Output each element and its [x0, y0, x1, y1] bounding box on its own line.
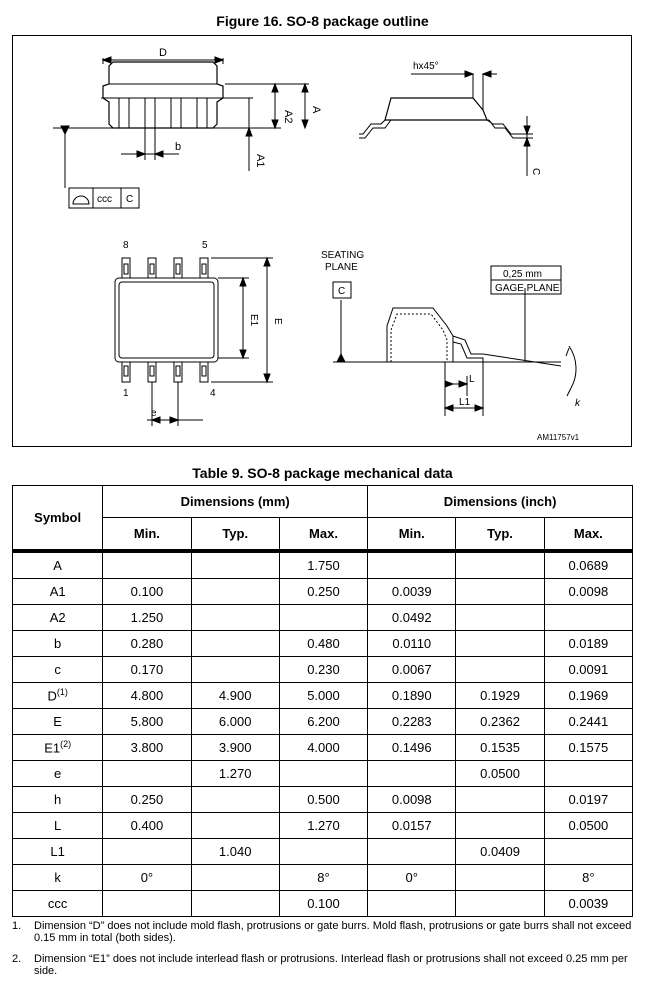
cell-symbol: A: [13, 551, 103, 579]
label-pin4: 4: [210, 388, 216, 399]
label-pin5: 5: [202, 240, 208, 251]
cell-mm-max: 5.000: [279, 683, 367, 709]
table-row: [13, 683, 633, 709]
cell-in-typ: 0.0409: [456, 839, 544, 865]
cell-symbol: L1: [13, 839, 103, 865]
side-view-labels: [97, 47, 322, 205]
cell-in-min: [368, 761, 456, 787]
cell-symbol: E: [13, 709, 103, 735]
label-k: k: [575, 398, 580, 409]
cell-symbol: ccc: [13, 891, 103, 917]
table-title: Table 9. SO-8 package mechanical data: [192, 465, 453, 481]
cell-symbol: b: [13, 631, 103, 657]
label-A2: A2: [282, 110, 294, 124]
cell-symbol: A2: [13, 605, 103, 631]
cell-symbol: c: [13, 657, 103, 683]
cell-mm-typ: [191, 631, 279, 657]
table-row: [13, 735, 633, 761]
cell-in-max: 8°: [544, 865, 632, 891]
cell-mm-min: 0.400: [103, 813, 191, 839]
cell-symbol: E1$^{(2)}$: [13, 735, 103, 761]
cell-mm-max: 0.230: [279, 657, 367, 683]
cell-in-max: 0.0500: [544, 813, 632, 839]
table-row: [13, 761, 633, 787]
cell-symbol: e: [13, 761, 103, 787]
cell-mm-max: 8°: [279, 865, 367, 891]
cell-in-typ: [456, 813, 544, 839]
table-row: [13, 631, 633, 657]
cell-mm-max: 6.200: [279, 709, 367, 735]
cell-in-max: 0.0091: [544, 657, 632, 683]
cell-in-typ: [456, 579, 544, 605]
label-gage-plane: GAGE PLANE: [495, 283, 560, 294]
cell-mm-typ: [191, 787, 279, 813]
cell-mm-min: [103, 891, 191, 917]
cell-symbol: k: [13, 865, 103, 891]
table-notes: [12, 920, 632, 986]
table-row: [13, 839, 633, 865]
cell-mm-max: 4.000: [279, 735, 367, 761]
label-L: L: [469, 374, 475, 385]
table-row: [13, 709, 633, 735]
cell-mm-min: 1.250: [103, 605, 191, 631]
cell-in-typ: [456, 631, 544, 657]
cell-in-min: 0.0492: [368, 605, 456, 631]
side-view: [53, 57, 309, 208]
label-L1: L1: [459, 397, 471, 408]
note-reference: (2): [60, 739, 72, 750]
figure-code: AM11757v1: [537, 433, 580, 442]
header-inch-min: Min.: [368, 518, 456, 552]
cell-mm-typ: [191, 813, 279, 839]
cell-mm-min: 5.800: [103, 709, 191, 735]
table-row: [13, 787, 633, 813]
lead-detail-labels: [321, 250, 581, 442]
table-header-row: [13, 486, 633, 518]
cell-in-typ: [456, 787, 544, 813]
cell-mm-max: 0.500: [279, 787, 367, 813]
cell-symbol: L: [13, 813, 103, 839]
label-seating-line1: SEATING: [321, 250, 365, 261]
table-row: [13, 551, 633, 579]
note-reference: (1): [56, 687, 68, 698]
cell-mm-max: [279, 761, 367, 787]
cell-in-min: 0°: [368, 865, 456, 891]
cell-in-max: [544, 605, 632, 631]
cell-mm-typ: [191, 579, 279, 605]
cell-in-max: [544, 839, 632, 865]
cell-symbol: h: [13, 787, 103, 813]
cell-in-typ: [456, 605, 544, 631]
cell-mm-max: [279, 605, 367, 631]
label-E1: E1: [248, 314, 259, 327]
note-1: [12, 920, 632, 944]
label-e: e: [151, 408, 157, 419]
cell-mm-typ: [191, 551, 279, 579]
top-view: [115, 258, 273, 426]
cell-mm-min: [103, 551, 191, 579]
label-c: C: [530, 168, 541, 176]
cell-in-typ: [456, 891, 544, 917]
label-D: D: [159, 47, 167, 59]
label-A1: A1: [254, 154, 266, 168]
note-number: 2.: [12, 953, 22, 965]
figure-title: Figure 16. SO-8 package outline: [216, 13, 429, 29]
cell-in-max: 0.0189: [544, 631, 632, 657]
cell-in-typ: 0.1929: [456, 683, 544, 709]
label-pin8: 8: [123, 240, 129, 251]
mechanical-data-table: [12, 485, 633, 917]
cell-mm-typ: 1.270: [191, 761, 279, 787]
cell-mm-max: 0.250: [279, 579, 367, 605]
header-mm-min: Min.: [103, 518, 191, 552]
cell-in-max: 0.0197: [544, 787, 632, 813]
cell-in-max: 0.1575: [544, 735, 632, 761]
package-outline-drawing: [13, 36, 633, 448]
cell-in-max: 0.2441: [544, 709, 632, 735]
label-pin1: 1: [123, 388, 129, 399]
cell-mm-max: 0.480: [279, 631, 367, 657]
header-dimensions-inch: Dimensions (inch): [368, 486, 633, 518]
cell-in-typ: [456, 865, 544, 891]
cell-in-min: 0.0157: [368, 813, 456, 839]
cell-in-min: 0.0039: [368, 579, 456, 605]
cell-mm-min: 4.800: [103, 683, 191, 709]
label-b: b: [175, 141, 182, 153]
cell-in-min: [368, 891, 456, 917]
cell-mm-max: 1.270: [279, 813, 367, 839]
cell-symbol: $D^{(1)}$: [13, 683, 103, 709]
table-subheader-row: [13, 518, 633, 552]
cell-mm-typ: [191, 891, 279, 917]
cell-in-max: 0.0039: [544, 891, 632, 917]
cell-mm-min: 3.800: [103, 735, 191, 761]
cell-mm-typ: [191, 605, 279, 631]
cell-mm-min: 0.170: [103, 657, 191, 683]
cell-in-max: [544, 761, 632, 787]
cell-mm-min: 0.250: [103, 787, 191, 813]
cell-mm-typ: 3.900: [191, 735, 279, 761]
label-seating-C: C: [338, 286, 346, 297]
label-A: A: [310, 106, 322, 114]
cell-mm-typ: [191, 865, 279, 891]
cell-mm-max: 0.100: [279, 891, 367, 917]
header-dimensions-mm: Dimensions (mm): [103, 486, 368, 518]
cell-in-typ: 0.1535: [456, 735, 544, 761]
header-mm-typ: Typ.: [191, 518, 279, 552]
cell-in-min: 0.2283: [368, 709, 456, 735]
label-gage-value: 0,25 mm: [503, 269, 542, 280]
table-row: [13, 657, 633, 683]
cell-in-max: 0.0689: [544, 551, 632, 579]
cell-mm-max: [279, 839, 367, 865]
cell-symbol: A1: [13, 579, 103, 605]
cell-in-typ: [456, 551, 544, 579]
top-view-labels: [123, 240, 283, 419]
cell-mm-typ: [191, 657, 279, 683]
cell-in-min: 0.1496: [368, 735, 456, 761]
note-text: Dimension “E1” does not include interlead flash or protrusions. Interlead flash or protrusions shall not exceed 0.25 mm per side.: [34, 953, 628, 977]
cell-in-min: 0.1890: [368, 683, 456, 709]
note-2: [12, 953, 632, 977]
note-number: 1.: [12, 920, 22, 932]
cell-in-typ: 0.0500: [456, 761, 544, 787]
cell-mm-max: 1.750: [279, 551, 367, 579]
cell-in-min: 0.0067: [368, 657, 456, 683]
table-body: [13, 551, 633, 917]
cell-mm-min: 0.280: [103, 631, 191, 657]
header-symbol: Symbol: [13, 486, 103, 552]
label-ccc: ccc: [97, 194, 112, 205]
header-inch-max: Max.: [544, 518, 632, 552]
cell-in-typ: [456, 657, 544, 683]
cell-mm-typ: 1.040: [191, 839, 279, 865]
table-row: [13, 891, 633, 917]
header-mm-max: Max.: [279, 518, 367, 552]
cell-in-max: 0.1969: [544, 683, 632, 709]
cell-in-min: [368, 839, 456, 865]
cell-mm-min: [103, 761, 191, 787]
table-row: [13, 605, 633, 631]
header-inch-typ: Typ.: [456, 518, 544, 552]
label-C-frame: C: [126, 194, 134, 205]
cell-in-min: [368, 551, 456, 579]
table-row: [13, 579, 633, 605]
cell-mm-typ: 4.900: [191, 683, 279, 709]
label-hx45: hx45°: [413, 61, 439, 72]
label-seating-line2: PLANE: [325, 262, 358, 273]
cell-mm-min: 0°: [103, 865, 191, 891]
side-profile-labels: [413, 61, 541, 175]
cell-mm-min: 0.100: [103, 579, 191, 605]
cell-mm-min: [103, 839, 191, 865]
cell-in-max: 0.0098: [544, 579, 632, 605]
cell-in-min: 0.0110: [368, 631, 456, 657]
table-row: [13, 865, 633, 891]
cell-in-min: 0.0098: [368, 787, 456, 813]
side-profile-view: [359, 71, 533, 176]
note-text: Dimension “D” does not include mold flash, protrusions or gate burrs. Mold flash, protrusions or gate burrs shall not exceed 0.15 mm in total (both sides).: [34, 920, 632, 944]
package-outline-figure: [12, 35, 632, 447]
cell-in-typ: 0.2362: [456, 709, 544, 735]
table-row: [13, 813, 633, 839]
label-E: E: [272, 318, 283, 325]
cell-mm-typ: 6.000: [191, 709, 279, 735]
